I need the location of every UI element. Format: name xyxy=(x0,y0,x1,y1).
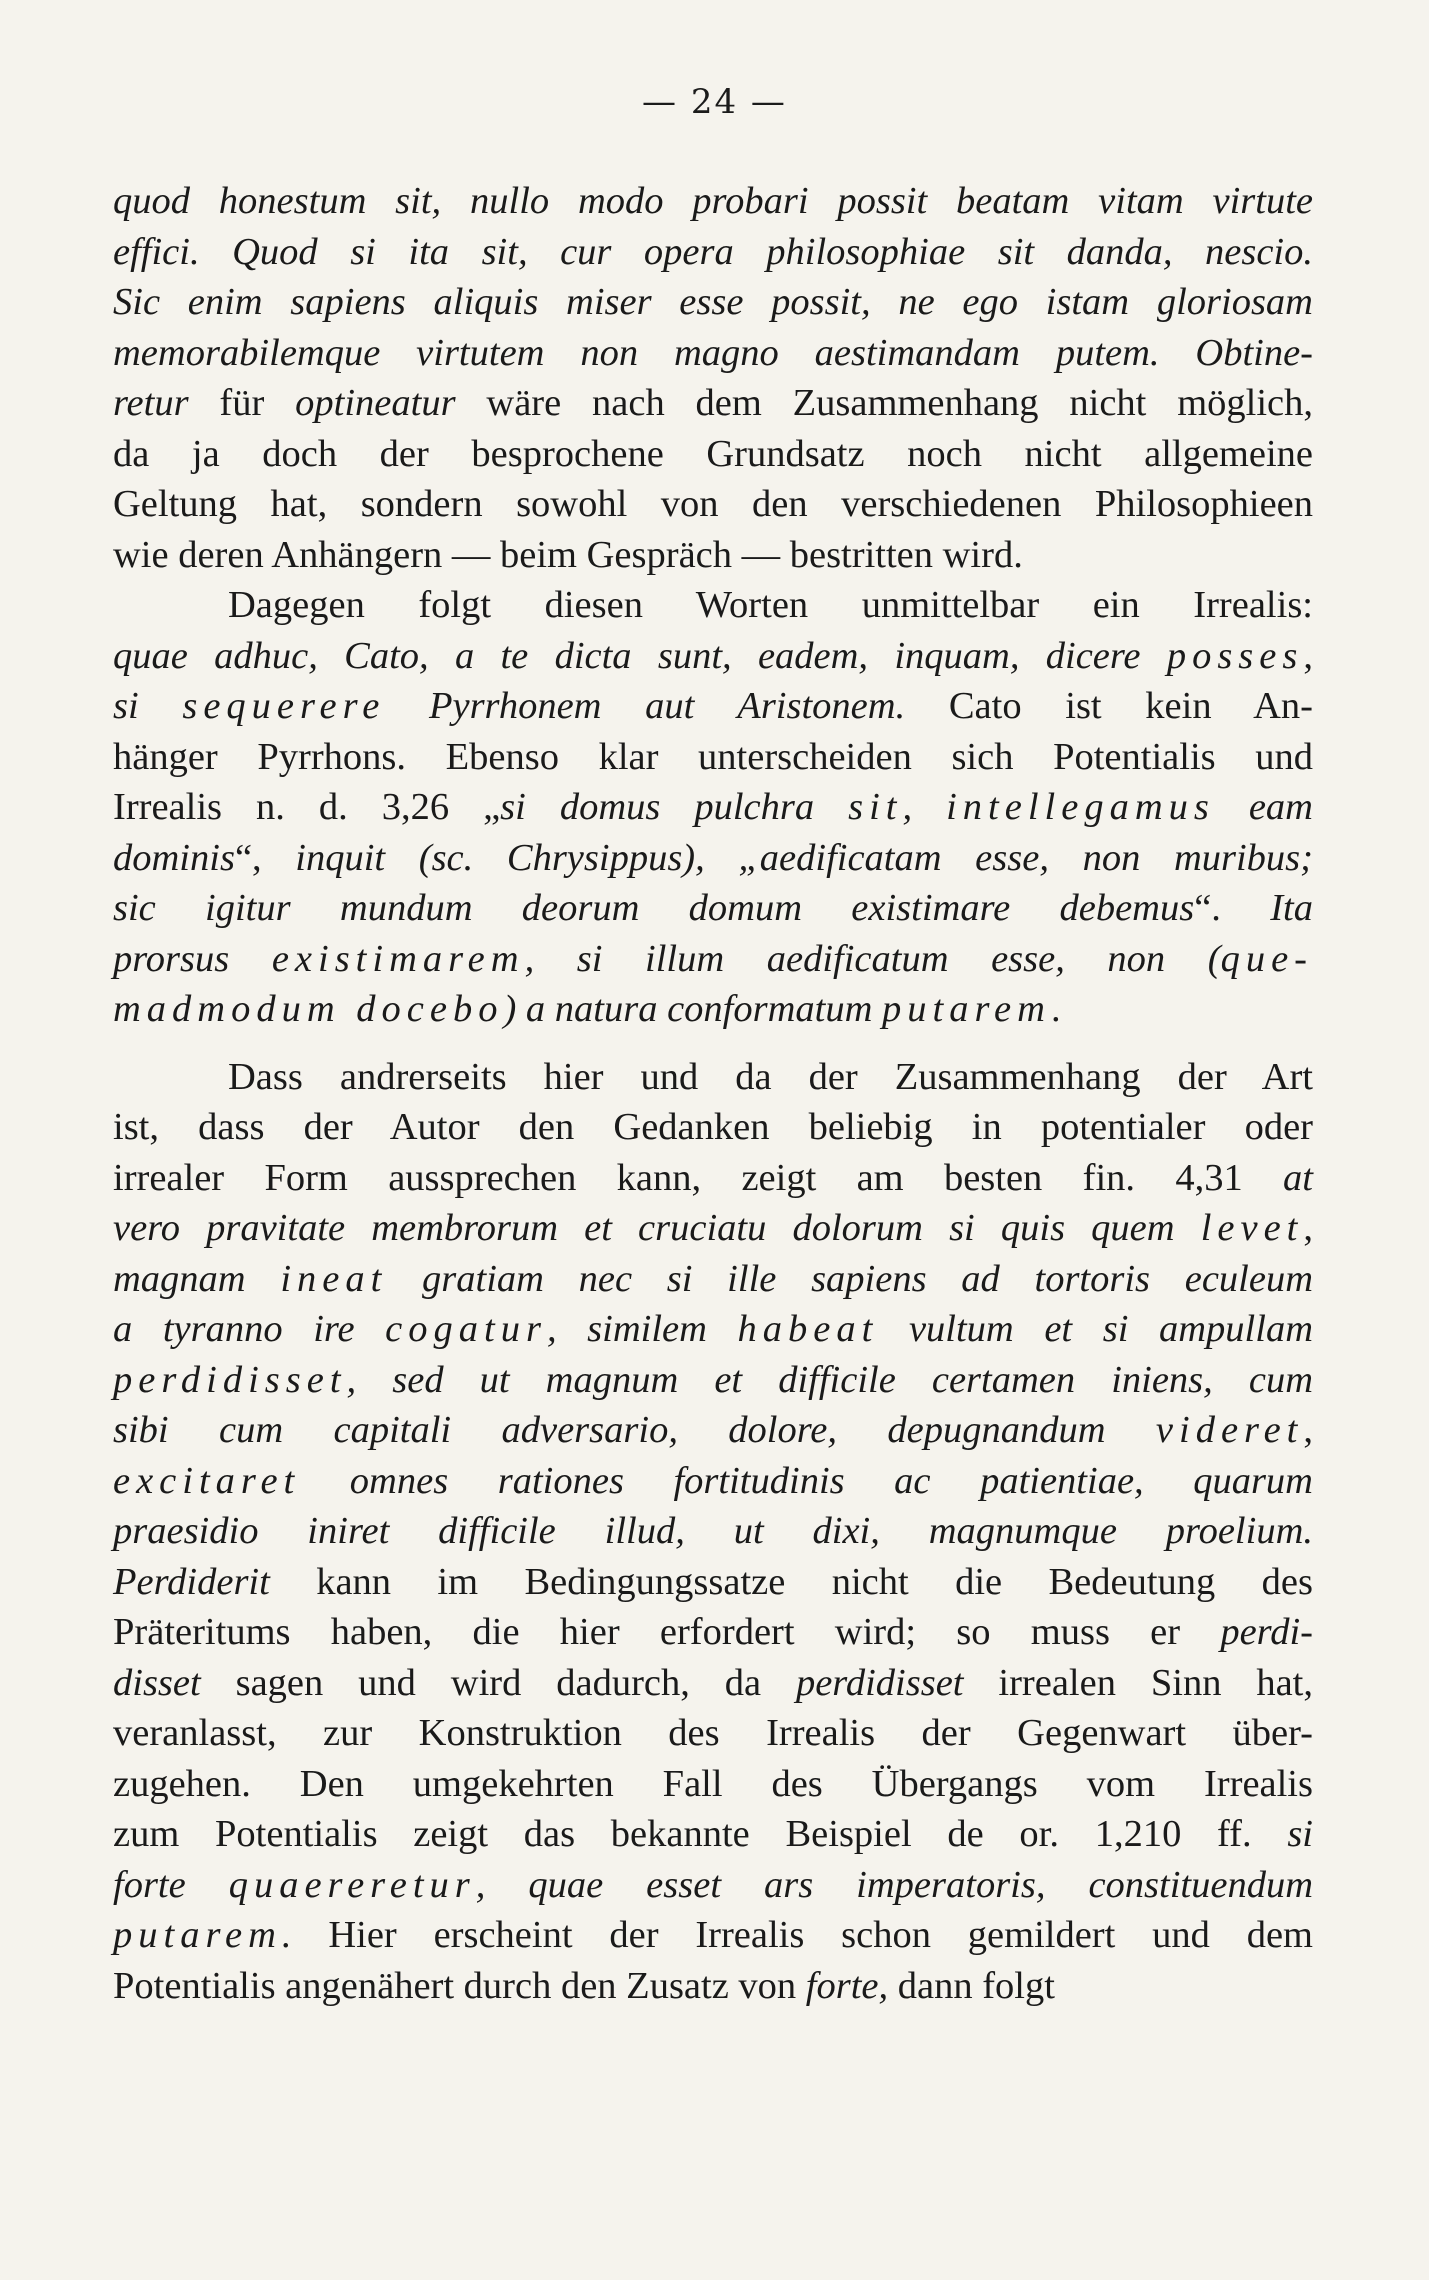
text-span: zum Potentialis zeigt das bekannte Beispiel de or. 1,210 ff. xyxy=(113,1813,1288,1855)
italic-span: ) a natura conformatum xyxy=(503,988,883,1030)
italic-span: dominis xyxy=(113,836,235,879)
text-span: wie deren Anhängern — beim Gespräch — bestritten wird. xyxy=(113,533,1023,576)
text-line xyxy=(113,1607,1313,1658)
spaced-italic-span: excitaret xyxy=(113,1459,301,1502)
italic-span: inquit (sc. Chrysippus), „aedificatam esse, non muribus; xyxy=(295,836,1313,879)
italic-span: at xyxy=(1283,1156,1313,1199)
text-line xyxy=(113,1860,1313,1911)
text-line xyxy=(113,631,1313,682)
text-span: wäre nach dem Zusammenhang nicht möglich, xyxy=(455,382,1313,424)
italic-span: optineatur xyxy=(295,382,456,424)
italic-span: effici. Quod si ita sit, cur opera philosophiae sit danda, nescio. xyxy=(113,230,1313,273)
text-span: kann im Bedingungssatze nicht die Bedeutung des xyxy=(269,1560,1313,1603)
italic-span: , sed ut magnum et difficile certamen iniens, cum xyxy=(346,1358,1313,1401)
italic-span: eam xyxy=(1214,786,1313,828)
italic-span: praesidio iniret difficile illud, ut dixi, magnumque proelium. xyxy=(113,1510,1313,1552)
italic-span: , xyxy=(902,786,947,828)
text-line xyxy=(113,1304,1313,1355)
text-span: dann folgt xyxy=(888,1964,1055,2007)
italic-span: Sic enim sapiens aliquis miser esse possit, ne ego istam gloriosam xyxy=(113,281,1313,323)
italic-span: disset xyxy=(113,1661,201,1704)
italic-span: , similem xyxy=(546,1308,738,1350)
italic-span: quod honestum sit, nullo modo probari possit beatam vitam virtute xyxy=(113,180,1313,222)
text-span: . xyxy=(1050,988,1061,1030)
text-line xyxy=(113,1506,1313,1557)
italic-span: gratiam nec si ille sapiens ad tortoris eculeum xyxy=(387,1257,1314,1300)
text-span: , xyxy=(1303,634,1313,677)
spaced-italic-span: posses xyxy=(1166,634,1304,677)
text-line xyxy=(113,1961,1313,2012)
italic-span: sic igitur mundum deorum domum existimare debemus xyxy=(113,887,1195,929)
body-text xyxy=(113,176,1313,2011)
spaced-italic-span: que- xyxy=(1220,937,1313,980)
text-line xyxy=(113,833,1313,884)
text-line xyxy=(113,328,1313,379)
italic-span: vultum et si ampullam xyxy=(878,1308,1313,1350)
spaced-italic-span: cogatur xyxy=(385,1308,547,1350)
text-line xyxy=(113,580,1313,631)
spaced-italic-span: levet xyxy=(1200,1207,1304,1249)
text-line xyxy=(113,1456,1313,1507)
text-line xyxy=(113,1910,1313,1961)
text-span: irrealen Sinn hat, xyxy=(963,1661,1313,1704)
italic-span: perdidisset xyxy=(795,1661,964,1704)
text-line xyxy=(113,1557,1313,1608)
spaced-italic-span: quaereretur xyxy=(228,1863,476,1906)
italic-span: vero pravitate membrorum et cruciatu dolorum si quis quem xyxy=(113,1207,1201,1249)
italic-span: . xyxy=(281,1914,292,1956)
italic-span: a tyranno ire xyxy=(113,1308,386,1350)
spaced-italic-span: madmodum docebo xyxy=(113,988,504,1030)
text-line xyxy=(113,1203,1313,1254)
italic-span: retur xyxy=(113,382,189,424)
text-span: Präteritums haben, die hier erfordert wird; so muss er xyxy=(113,1611,1221,1653)
italic-span: , si illum aedificatum esse, non ( xyxy=(524,937,1221,980)
italic-span: sibi cum capitali adversario, dolore, depugnandum xyxy=(113,1409,1156,1451)
text-line xyxy=(113,681,1313,732)
italic-span: forte, xyxy=(805,1964,889,2007)
text-span: hänger Pyrrhons. Ebenso klar unterscheiden sich Potentialis und xyxy=(113,735,1313,778)
text-span: sagen und wird dadurch, da xyxy=(200,1661,796,1704)
text-span: , xyxy=(1303,1409,1313,1451)
italic-span: , quae esset ars imperatoris, constituendum xyxy=(475,1863,1314,1906)
spaced-italic-span: videret xyxy=(1155,1409,1304,1451)
text-span: Dagegen folgt diesen Worten unmittelbar ein Irrealis: xyxy=(228,584,1313,626)
paragraph-gap xyxy=(113,1035,1313,1052)
text-line xyxy=(113,227,1313,278)
spaced-italic-span: ineat xyxy=(280,1257,388,1300)
italic-span: si xyxy=(113,685,183,727)
text-span: , xyxy=(1303,1207,1313,1249)
text-span: Dass andrerseits hier und da der Zusammenhang der Art xyxy=(228,1055,1313,1098)
text-span: Irrealis n. d. 3,26 „ xyxy=(113,786,501,828)
italic-span: si xyxy=(1287,1813,1313,1855)
text-line xyxy=(113,1759,1313,1810)
spaced-italic-span: sit xyxy=(848,786,903,828)
text-span: ist, dass der Autor den Gedanken beliebig in potentialer oder xyxy=(113,1106,1313,1148)
text-line xyxy=(113,176,1313,227)
text-line xyxy=(113,1254,1313,1305)
italic-span: si domus pulchra xyxy=(500,786,849,828)
spaced-italic-span: existimarem xyxy=(271,937,525,980)
text-line xyxy=(113,883,1313,934)
text-line xyxy=(113,479,1313,530)
text-span: irrealer Form aussprechen kann, zeigt am besten fin. 4,31 xyxy=(113,1156,1284,1199)
spaced-italic-span: habeat xyxy=(737,1308,879,1350)
text-span: veranlasst, zur Konstruktion des Irrealis der Gegenwart über- xyxy=(113,1712,1313,1754)
text-line xyxy=(113,1153,1313,1204)
text-line xyxy=(113,1405,1313,1456)
italic-span: Perdiderit xyxy=(113,1560,270,1603)
italic-span: quae adhuc, Cato, a te dicta sunt, eadem, inquam, dicere xyxy=(113,634,1167,677)
text-line xyxy=(113,1708,1313,1759)
text-line xyxy=(113,429,1313,480)
text-span: Hier erscheint der Irrealis schon gemildert und dem xyxy=(291,1914,1313,1956)
text-span: zugehen. Den umgekehrten Fall des Übergangs vom Irrealis xyxy=(113,1762,1313,1805)
text-span: Geltung hat, sondern sowohl von den verschiedenen Philosophieen xyxy=(113,483,1313,525)
italic-span: prorsus xyxy=(113,937,272,980)
spaced-italic-span: putarem xyxy=(113,1914,282,1956)
italic-span: forte xyxy=(113,1863,229,1906)
text-line xyxy=(113,984,1313,1035)
spaced-italic-span: putarem xyxy=(882,988,1051,1030)
italic-span: omnes rationes fortitudinis ac patientiae, quarum xyxy=(300,1459,1313,1502)
text-span: da ja doch der besprochene Grundsatz noch nicht allgemeine xyxy=(113,432,1313,475)
text-line xyxy=(113,1355,1313,1406)
page-number: — 24 — xyxy=(642,82,787,122)
italic-span: perdi- xyxy=(1220,1611,1313,1653)
italic-span: memorabilemque virtutem non magno aestimandam putem. Obtine- xyxy=(113,331,1313,374)
spaced-italic-span: sequerere xyxy=(182,685,386,727)
text-line xyxy=(113,1658,1313,1709)
italic-span: Pyrrhonem aut Aristonem. xyxy=(385,685,906,727)
text-line xyxy=(113,378,1313,429)
text-line xyxy=(113,732,1313,783)
text-line xyxy=(113,277,1313,328)
text-span: für xyxy=(188,382,296,424)
text-span: Cato ist kein An- xyxy=(905,685,1313,727)
text-line xyxy=(113,1102,1313,1153)
spaced-italic-span: intellegamus xyxy=(946,786,1215,828)
text-span: “, xyxy=(234,836,296,879)
text-line xyxy=(113,782,1313,833)
italic-span: magnam xyxy=(113,1257,281,1300)
text-line xyxy=(113,1809,1313,1860)
italic-span: Ita xyxy=(1270,887,1313,929)
spaced-italic-span: perdidisset xyxy=(113,1358,347,1401)
text-line xyxy=(113,934,1313,985)
text-span: Potentialis angenähert durch den Zusatz von xyxy=(113,1964,806,2007)
text-line xyxy=(113,1052,1313,1103)
text-line xyxy=(113,530,1313,581)
text-span: “. xyxy=(1194,887,1271,929)
